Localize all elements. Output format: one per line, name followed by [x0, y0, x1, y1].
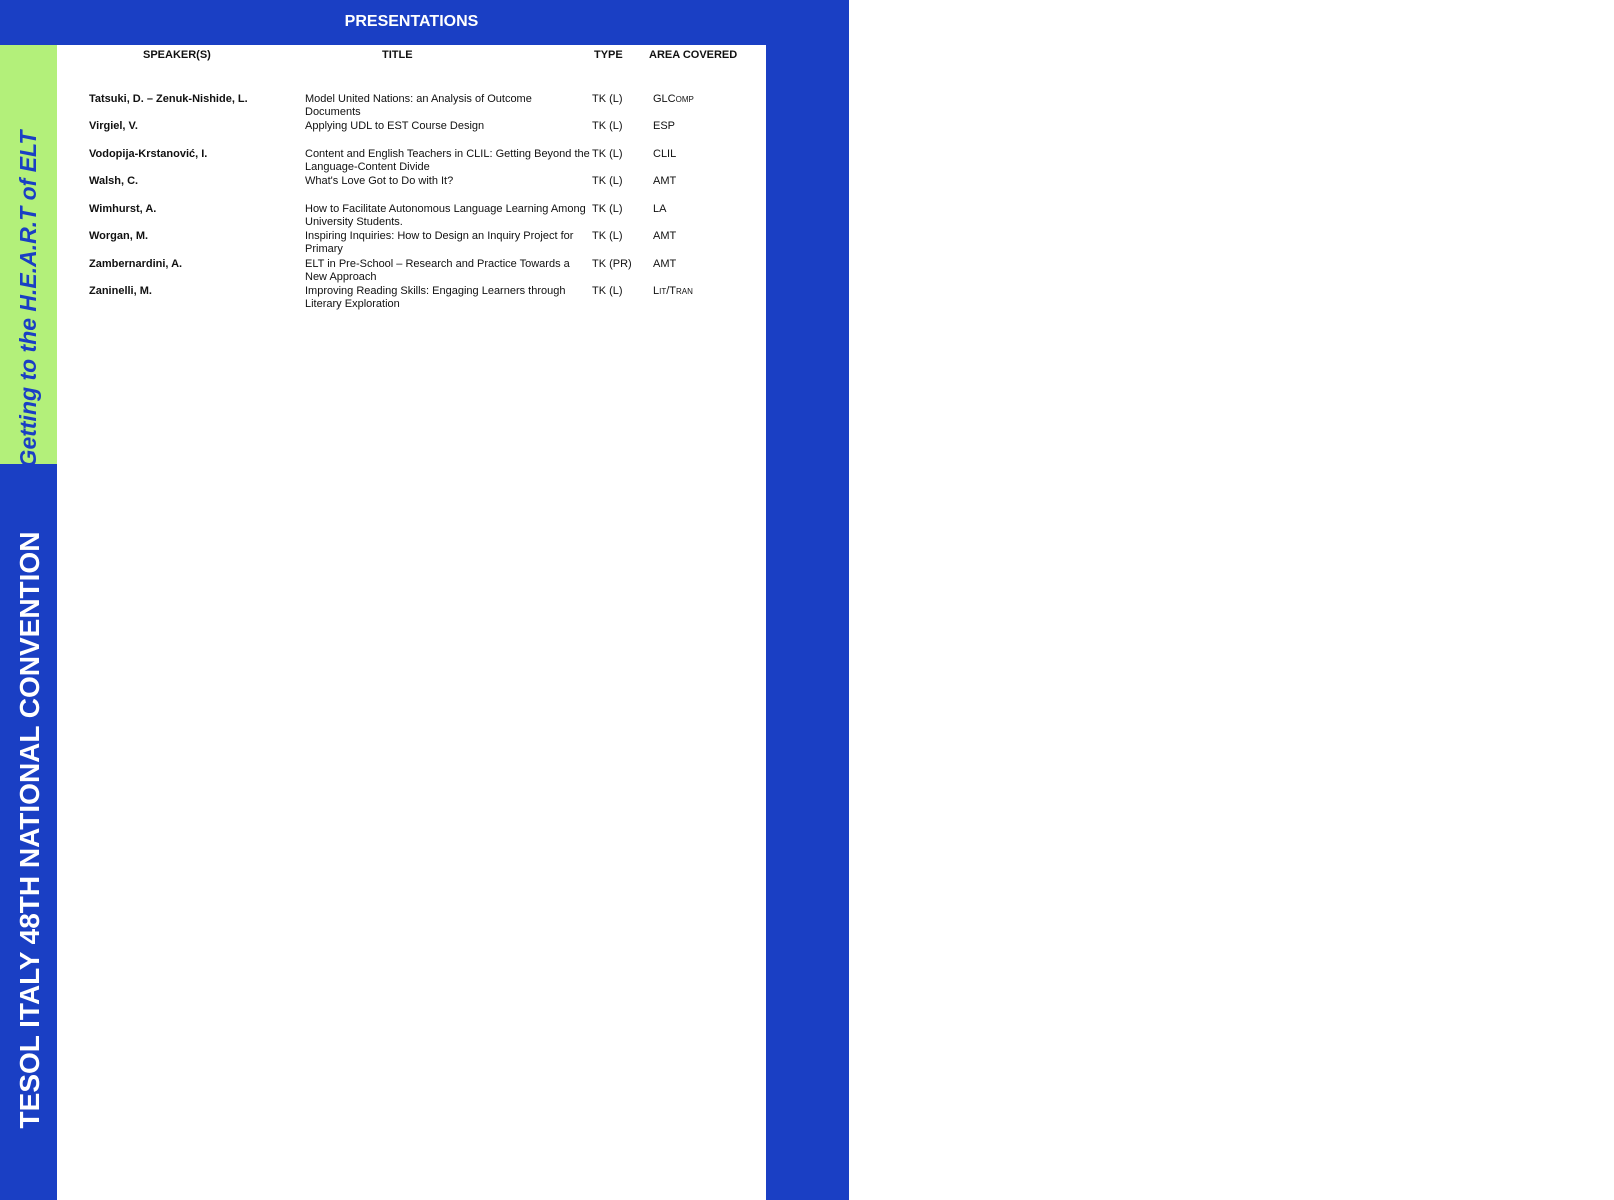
legend-segment: DEIA — [1532, 114, 1543, 137]
legend-panel — [766, 0, 1609, 1200]
tagline-panel — [0, 45, 57, 468]
cell-speaker: Worgan, M. — [89, 230, 149, 242]
tagline: Getting to the H.E.A.R.T of ELT — [15, 130, 41, 468]
cell-area: AMT — [653, 230, 677, 242]
legend-areas — [1532, 114, 1567, 1182]
legend — [1532, 50, 1614, 1190]
legend-segment: – Panel — [1598, 982, 1609, 1020]
legend-segment: ASS/TEST — [1532, 803, 1543, 851]
cell-title: Model United Nations: an Analysis of Outcome Documents — [305, 93, 532, 118]
cell-speaker: Zambernardini, A. — [89, 258, 183, 270]
column-header-title: TITLE — [382, 49, 413, 61]
legend-segment: DIGLEARN/TECH — [1543, 956, 1555, 1036]
cell-area: AMT — [653, 258, 677, 270]
cell-speaker: Tatsuki, D. – Zenuk-Nishide, L. — [89, 93, 248, 105]
legend-segment: YL/PRIM — [1555, 213, 1566, 253]
cell-type: TK (L) — [592, 120, 623, 132]
legend-segment: Sociolinguistic — [1555, 553, 1566, 620]
legend-segment: INTCULT — [1555, 1141, 1566, 1182]
cell-area: LA — [653, 203, 667, 215]
legend-line — [1598, 671, 1610, 1182]
legend-segment: English as Lingua Franca — [1543, 843, 1555, 957]
cell-title: ELT in Pre-School – Research and Practice Towards a New Approach — [305, 258, 570, 283]
legend-segment: Learners' Needs and Differences — [1555, 900, 1566, 1046]
column-header-type: TYPE — [594, 49, 623, 61]
legend-line — [1555, 114, 1567, 1182]
cell-area: CLIL — [653, 148, 677, 160]
cell-area: ESP — [653, 120, 676, 132]
legend-segment: Multilingualism — [1555, 668, 1566, 737]
legend-segment: CITIZ/HRS — [1532, 640, 1543, 688]
legend-segment: Diversity Equity Inclusion Accessibility — [1532, 136, 1543, 304]
legend-segment: CLASSP — [1532, 513, 1543, 553]
cell-speaker: Walsh, C. — [89, 175, 139, 187]
cell-type: TK (L) — [592, 93, 623, 105]
legend-segment: Young Learners/Primary — [1555, 252, 1566, 362]
legend-segment: Teacher Education/Development — [1555, 382, 1566, 527]
legend-segment: Classroom Practice — [1532, 552, 1543, 641]
legend-segment: Learner Autonomy — [1555, 1057, 1566, 1142]
legend-segment: SOCL — [1555, 526, 1566, 554]
legend-segment: PS — [1598, 969, 1609, 983]
cell-speaker: Vodopija-Krstanović, I. — [89, 148, 208, 160]
legend-areas-label: AREAS: — [1532, 1142, 1543, 1182]
cell-speaker: Wimhurst, A. — [89, 203, 157, 215]
legend-segment: –Workshop — [1598, 1032, 1609, 1084]
legend-segment: (L) — [1598, 776, 1609, 789]
legend-segment: TE/D — [1555, 361, 1566, 383]
legend-segment: -Live — [1598, 753, 1609, 777]
cell-area: Lit/Tran — [653, 285, 693, 297]
legend-segment: Literature/Translation — [1555, 777, 1566, 874]
cell-type: TK (L) — [592, 230, 623, 242]
page-title: PRESENTATIONS — [57, 0, 766, 45]
legend-segment: Digital Learning and Technologies — [1543, 1035, 1555, 1182]
legend-segment: ELF — [1543, 824, 1555, 844]
column-header-area: AREA COVERED — [649, 49, 738, 61]
legend-segment: LA — [1555, 1045, 1566, 1058]
cell-title: Content and English Teachers in CLIL: Getting Beyond the Language-Content Divide — [305, 148, 590, 173]
column-header-speaker: SPEAKER(S) — [143, 49, 211, 61]
legend-segment: GLCOMP — [1543, 363, 1555, 406]
legend-segment: – Poster Session — [1598, 891, 1609, 970]
legend-segment: Gender Representation&ELT — [1543, 547, 1555, 676]
cell-type: TK (L) — [592, 285, 623, 297]
legend-segment: LN&D — [1555, 873, 1566, 901]
legend-segment: Approaches/Methodology/Techniques — [1532, 979, 1543, 1143]
legend-segment: Demo — [1598, 864, 1609, 892]
legend-segment: Tk – Talk — [1598, 1103, 1609, 1148]
legend-segment: INTSK — [1543, 260, 1555, 290]
legend-line — [1544, 114, 1556, 1182]
legend-segment: – Demonstration — [1598, 788, 1609, 865]
cell-type: TK (L) — [592, 203, 623, 215]
legend-segment: Content and Language Integrated Learning — [1532, 324, 1543, 514]
legend-segment: English for Specific Purposes — [1543, 694, 1555, 825]
legend-segment: (Wk) — [1598, 1083, 1609, 1104]
legend-segment: Global Competencies — [1543, 405, 1555, 503]
legend-segment: AMT — [1532, 959, 1543, 980]
legend-segment: Intercultural Communication — [1543, 138, 1555, 261]
cell-title: Inspiring Inquiries: How to Design an Inquiry Project for Primary — [305, 230, 574, 255]
legend-segment: Assessment and Testing — [1532, 850, 1543, 960]
cell-type: TK (L) — [592, 148, 623, 160]
legend-line — [1532, 114, 1544, 1182]
legend-segment: Pn — [1598, 1019, 1609, 1033]
cell-title: How to Facilitate Autonomous Language Learning Among University Students. — [305, 203, 586, 228]
legend-segment: TYPES: — [1598, 1147, 1609, 1182]
cell-title: What's Love Got to Do with It? — [305, 175, 454, 187]
cell-type: TK (L) — [592, 175, 623, 187]
cell-area: GLComp — [653, 93, 694, 105]
cell-speaker: Zaninelli, M. — [89, 285, 152, 297]
legend-types — [1598, 671, 1610, 1182]
convention-title: TESOL ITALY 48TH NATIONAL CONVENTION — [14, 531, 45, 1129]
legend-segment: -Pre-Recorded — [1598, 670, 1609, 734]
legend-segment: Integrated Skills — [1543, 289, 1555, 364]
legend-segment: Citizenship/Human Rights — [1532, 687, 1543, 804]
legend-segment: MULTLING — [1555, 619, 1566, 669]
legend-segment: ESP — [1543, 675, 1555, 695]
cell-title: Improving Reading Skills: Engaging Learners through Literary Exploration — [305, 285, 566, 310]
cell-title: Applying UDL to EST Course Design — [305, 120, 485, 132]
cell-speaker: Virgiel, V. — [89, 120, 138, 132]
cell-area: AMT — [653, 175, 677, 187]
legend-segment: GEN&ELT — [1543, 502, 1555, 548]
legend-segment: (PR) — [1598, 733, 1609, 754]
cell-type: TK (PR) — [592, 258, 632, 270]
legend-segment: LITTRAN — [1555, 736, 1566, 778]
legend-segment: CLIL — [1532, 303, 1543, 325]
